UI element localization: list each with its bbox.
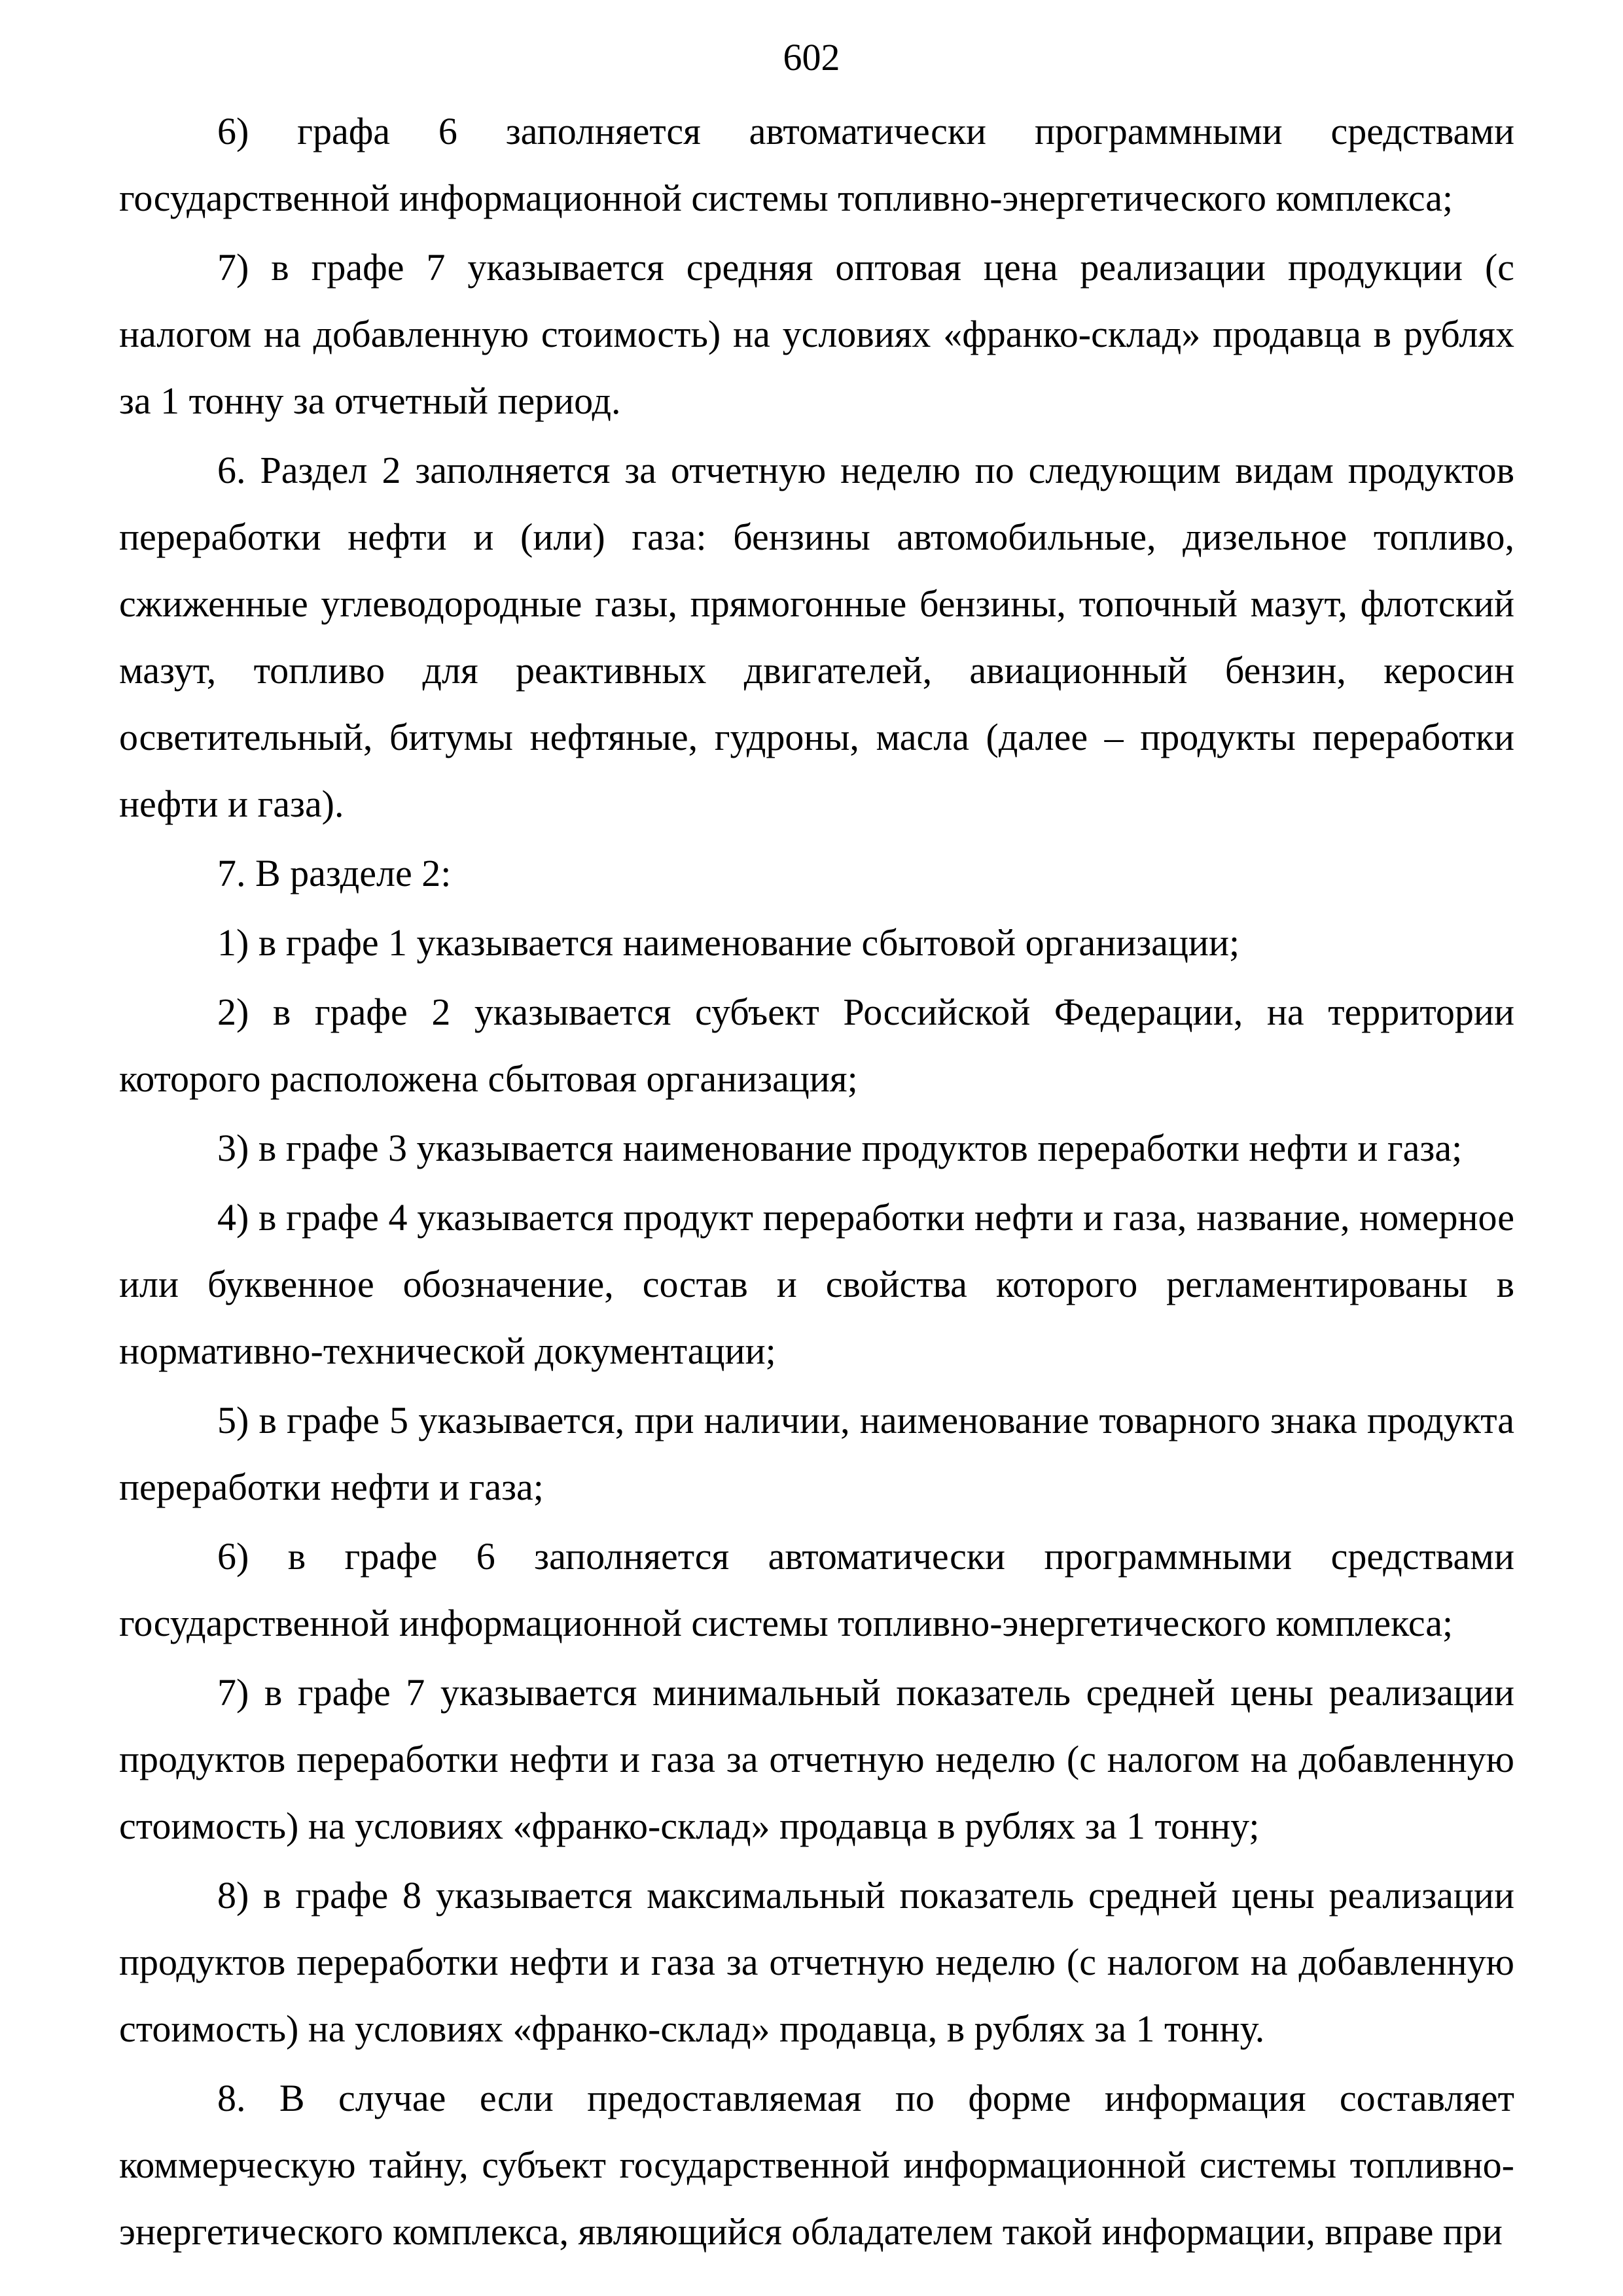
paragraph-item-2: 2) в графе 2 указывается субъект Российской Федерации, на территории которого расположена сбытовая организация; (119, 991, 1514, 1100)
paragraph-item-5: 5) в графе 5 указывается, при наличии, наименование товарного знака продукта переработки нефти и газа; (119, 1399, 1514, 1508)
paragraph-item-6: 6) в графе 6 заполняется автоматически программными средствами государственной информационной системы топливно-энергетического комплекса; (119, 1535, 1514, 1644)
paragraph-item-4: 4) в графе 4 указывается продукт переработки нефти и газа, название, номерное или буквенное обозначение, состав и свойства которого регламентированы в нормативно-технической документации; (119, 1196, 1514, 1372)
paragraph-item-6-grafa-6: 6) графа 6 заполняется автоматически программными средствами государственной информационной системы топливно-энергетического комплекса; (119, 110, 1514, 219)
paragraph-item-3: 3) в графе 3 указывается наименование продуктов переработки нефти и газа; (217, 1127, 1463, 1169)
body-text (119, 98, 1514, 2265)
paragraph-item-1: 1) в графе 1 указывается наименование сбытовой организации; (217, 921, 1240, 964)
paragraph-item-7-grafa-7: 7) в графе 7 указывается средняя оптовая цена реализации продукции (с налогом на добавленную стоимость) на условиях «франко-склад» продавца в рублях за 1 тонну за отчетный период. (119, 246, 1514, 422)
paragraph-item-7: 7) в графе 7 указывается минимальный показатель средней цены реализации продуктов переработки нефти и газа за отчетную неделю (с налогом на добавленную стоимость) на условиях «франко-склад» продавца в рублях за 1 тонну; (119, 1671, 1514, 1847)
paragraph-clause-7-heading: 7. В разделе 2: (217, 852, 452, 894)
paragraph-clause-6: 6. Раздел 2 заполняется за отчетную неделю по следующим видам продуктов переработки нефти и (или) газа: бензины автомобильные, дизельное топливо, сжиженные углеводородные газы, прямогонные бензины, топочный мазут, флотский мазут, топливо для реактивных двигателей, авиационный бензин, керосин осветительный, битумы нефтяные, гудроны, масла (далее – продукты переработки нефти и газа). (119, 449, 1514, 825)
paragraph-item-8: 8) в графе 8 указывается максимальный показатель средней цены реализации продуктов переработки нефти и газа за отчетную неделю (с налогом на добавленную стоимость) на условиях «франко-склад» продавца, в рублях за 1 тонну. (119, 1874, 1514, 2050)
page-number: 602 (783, 36, 840, 79)
paragraph-clause-8: 8. В случае если предоставляемая по форме информация составляет коммерческую тайну, субъект государственной информационной системы топливно-энергетического комплекса, являющийся обладателем такой информации, вправе при (119, 2077, 1514, 2253)
